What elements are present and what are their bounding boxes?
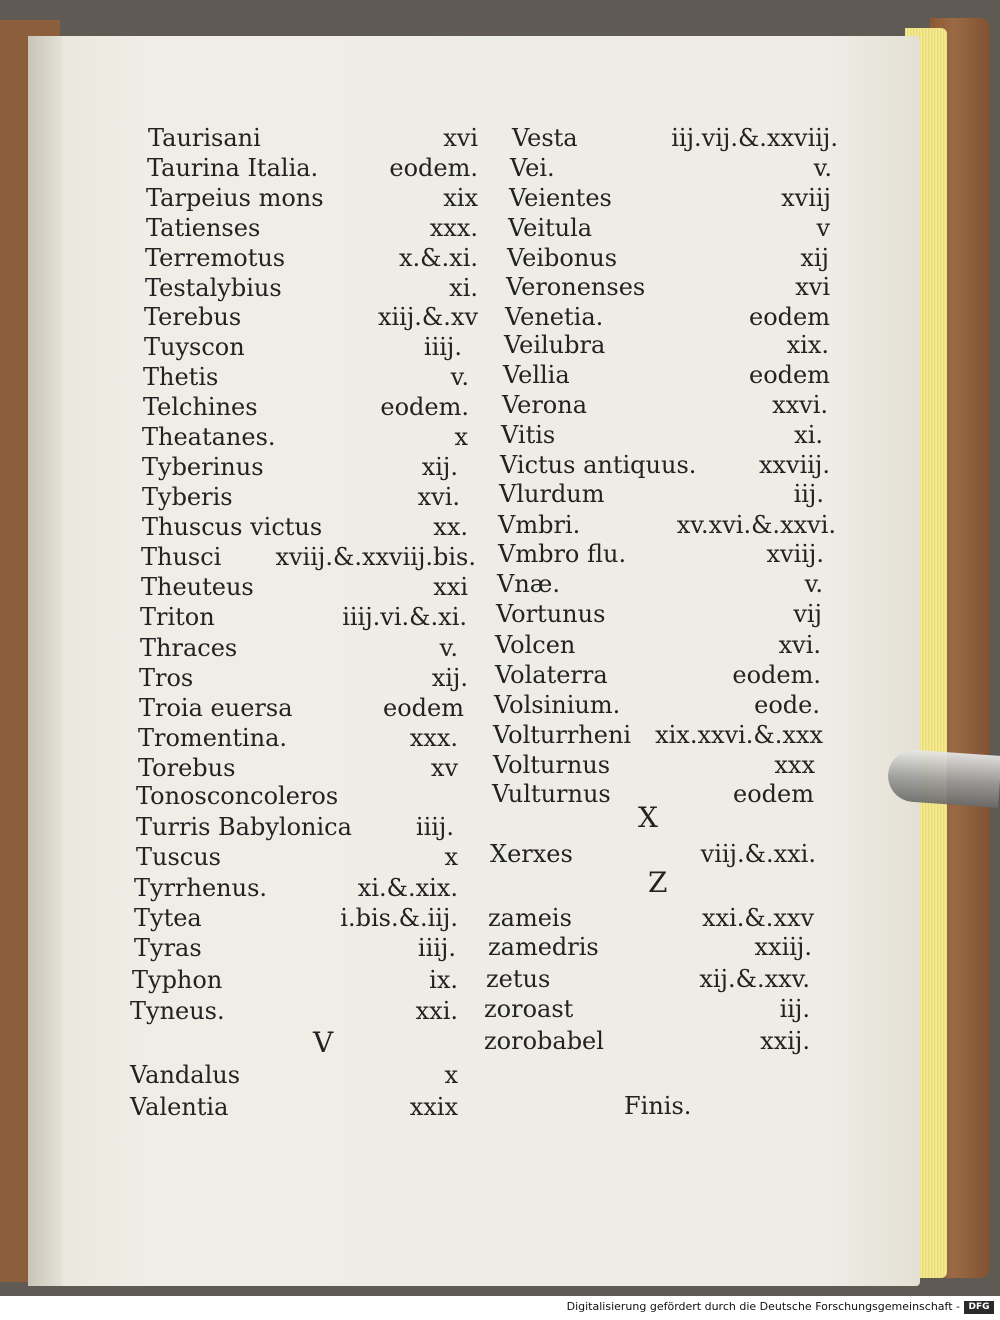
- index-entry: [134, 903, 458, 933]
- entry-reference: viij.&.xxi.: [700, 840, 816, 868]
- entry-reference: iiij.: [415, 813, 454, 841]
- entry-reference: v.: [439, 634, 458, 662]
- entry-term: Volturnus: [493, 751, 611, 779]
- entry-term: Vellia: [503, 361, 570, 389]
- index-entry: [507, 243, 829, 273]
- entry-reference: xi.: [449, 274, 478, 302]
- entry-reference: xxx.: [409, 724, 458, 752]
- entry-term: Vmbro flu.: [498, 540, 627, 568]
- entry-reference: xv.xvi.&.xxvi.: [676, 511, 836, 539]
- entry-reference: eodem: [749, 303, 830, 331]
- index-entry: [134, 873, 458, 903]
- entry-term: Volcen: [495, 631, 576, 659]
- entry-term: zamedris: [488, 933, 599, 961]
- entry-term: Vulturnus: [492, 780, 611, 808]
- index-entry: [142, 512, 468, 542]
- entry-reference: xviij.&.xxviij.bis.: [275, 543, 476, 571]
- index-entry: [502, 390, 828, 420]
- entry-reference: v.: [804, 570, 823, 598]
- entry-reference: xviij.: [766, 540, 824, 568]
- index-entry: [512, 123, 838, 153]
- entry-reference: xxx: [774, 751, 815, 779]
- index-entry: [130, 1092, 458, 1122]
- entry-reference: xxvi.: [772, 391, 828, 419]
- entry-reference: iiij.: [423, 333, 462, 361]
- entry-term: Typhon: [132, 966, 223, 994]
- entry-term: Thuscus victus: [142, 513, 323, 541]
- index-entry: [510, 153, 832, 183]
- entry-term: Vei.: [510, 154, 555, 182]
- index-entry: [144, 302, 478, 332]
- entry-reference: xv: [430, 754, 458, 782]
- entry-term: Terremotus: [145, 244, 286, 272]
- entry-term: Tromentina.: [138, 724, 288, 752]
- finis-colophon: Finis.: [624, 1092, 692, 1120]
- index-entry: [501, 420, 823, 450]
- entry-term: zorobabel: [484, 1027, 604, 1055]
- index-entry: [142, 422, 468, 452]
- index-entry: [493, 750, 815, 780]
- index-entry: [142, 482, 460, 512]
- entry-reference: xi.: [794, 421, 823, 449]
- entry-reference: xij.: [421, 453, 458, 481]
- entry-term: Veronenses: [506, 273, 646, 301]
- entry-reference: xix.: [786, 331, 829, 359]
- entry-term: Triton: [140, 603, 215, 631]
- entry-reference: xvi: [443, 124, 478, 152]
- entry-reference: eodem.: [380, 393, 469, 421]
- section-letter-x: X: [638, 801, 658, 834]
- entry-reference: eodem: [749, 361, 830, 389]
- index-entry: [142, 452, 458, 482]
- index-entry: [495, 630, 821, 660]
- entry-reference: ix.: [429, 966, 458, 994]
- entry-term: Tarpeius mons: [146, 184, 324, 212]
- index-entry: [508, 213, 830, 243]
- entry-reference: eodem.: [732, 661, 821, 689]
- entry-term: Volturrheni: [493, 721, 632, 749]
- index-entry: [484, 1026, 810, 1056]
- entry-reference: xi.&.xix.: [357, 874, 458, 902]
- entry-term: Victus antiquus.: [500, 451, 697, 479]
- entry-reference: xix: [443, 184, 478, 212]
- entry-reference: eodem.: [389, 154, 478, 182]
- entry-term: Vesta: [512, 124, 578, 152]
- index-entry: [136, 781, 456, 811]
- entry-reference: eode.: [754, 691, 820, 719]
- entry-reference: xvi: [795, 273, 830, 301]
- entry-reference: v.: [813, 154, 832, 182]
- entry-reference: xvi.: [417, 483, 460, 511]
- entry-term: Taurina Italia.: [147, 154, 319, 182]
- index-entry: [136, 842, 458, 872]
- page-clip: [886, 748, 1000, 808]
- index-entry: [503, 360, 830, 390]
- index-entry: [134, 933, 456, 963]
- entry-term: Vnæ.: [497, 570, 560, 598]
- entry-term: Valentia: [130, 1093, 229, 1121]
- index-entry: [139, 663, 468, 693]
- index-entry: [500, 450, 830, 480]
- index-entry: [130, 1060, 458, 1090]
- entry-term: Tyras: [134, 934, 202, 962]
- index-entry: [140, 602, 467, 632]
- index-entry: [498, 539, 824, 569]
- entry-term: Vandalus: [130, 1061, 241, 1089]
- entry-reference: x.&.xi.: [399, 244, 478, 272]
- entry-reference: iij.: [779, 995, 810, 1023]
- index-entry: [484, 994, 810, 1024]
- entry-reference: xx.: [433, 513, 468, 541]
- entry-term: Tyberis: [142, 483, 233, 511]
- entry-reference: xxx.: [429, 214, 478, 242]
- entry-term: zameis: [488, 904, 572, 932]
- index-entry: [499, 479, 824, 509]
- entry-term: Verona: [502, 391, 588, 419]
- index-entry: [138, 753, 458, 783]
- entry-reference: xij: [800, 244, 829, 272]
- entry-term: zoroast: [484, 995, 574, 1023]
- entry-term: Turris Babylonica: [136, 813, 352, 841]
- index-entry: [498, 510, 836, 540]
- entry-term: Tyrrhenus.: [134, 874, 268, 902]
- entry-reference: xxi: [433, 573, 468, 601]
- index-entry: [145, 273, 478, 303]
- entry-term: Tatienses: [146, 214, 261, 242]
- index-entry: [143, 392, 469, 422]
- entry-term: Tyneus.: [130, 997, 225, 1025]
- index-entry: [497, 569, 823, 599]
- entry-term: Testalybius: [145, 274, 282, 302]
- index-entry: [148, 123, 478, 153]
- entry-term: Telchines: [143, 393, 258, 421]
- entry-reference: x: [444, 843, 458, 871]
- entry-reference: xxij.: [760, 1027, 810, 1055]
- entry-term: Tuscus: [136, 843, 221, 871]
- entry-reference: xij.&.xxv.: [699, 965, 810, 993]
- entry-reference: iij.vij.&.xxviij.: [671, 124, 838, 152]
- entry-reference: xxix: [409, 1093, 458, 1121]
- index-entry: [145, 243, 478, 273]
- section-letter-v: V: [313, 1026, 334, 1059]
- entry-reference: v.: [450, 363, 469, 391]
- index-entry: [509, 183, 831, 213]
- section-letter-z: Z: [648, 866, 668, 899]
- entry-reference: xij.: [431, 664, 468, 692]
- entry-term: Veibonus: [507, 244, 618, 272]
- entry-term: Venetia.: [505, 303, 604, 331]
- index-entry: [136, 812, 454, 842]
- index-entry: [488, 903, 814, 933]
- entry-reference: v: [816, 214, 830, 242]
- index-entry: [488, 932, 812, 962]
- entry-term: Veilubra: [504, 331, 606, 359]
- entry-reference: iiij.: [417, 934, 456, 962]
- page-gutter: [28, 36, 62, 1286]
- index-entry: [141, 572, 468, 602]
- entry-term: Vmbri.: [498, 511, 581, 539]
- entry-term: Troia euersa: [139, 694, 293, 722]
- index-entry: [130, 996, 458, 1026]
- entry-term: Tuyscon: [144, 333, 245, 361]
- entry-reference: xvi.: [778, 631, 821, 659]
- entry-term: Thetis: [143, 363, 219, 391]
- index-entry: [504, 330, 829, 360]
- book-page: [28, 36, 920, 1286]
- entry-term: Vortunus: [496, 600, 606, 628]
- entry-term: Veientes: [509, 184, 612, 212]
- entry-reference: i.bis.&.iij.: [340, 904, 458, 932]
- index-entry: [490, 839, 816, 869]
- index-entry: [140, 633, 458, 663]
- entry-reference: xiij.&.xv: [377, 303, 478, 331]
- index-entry: [141, 542, 476, 572]
- entry-term: Tonosconcoleros: [136, 782, 339, 810]
- entry-reference: xxi.&.xxv: [702, 904, 814, 932]
- index-entry: [506, 272, 830, 302]
- entry-term: Thusci: [141, 543, 222, 571]
- entry-term: Vitis: [501, 421, 556, 449]
- entry-reference: xxviij.: [758, 451, 830, 479]
- entry-reference: iij.: [793, 480, 824, 508]
- index-entry: [493, 720, 823, 750]
- index-entry: [138, 723, 458, 753]
- entry-term: Xerxes: [490, 840, 573, 868]
- index-entry: [146, 213, 478, 243]
- entry-reference: vij: [793, 600, 822, 628]
- index-entry: [132, 965, 458, 995]
- entry-reference: iiij.vi.&.xi.: [342, 603, 467, 631]
- index-entry: [494, 690, 820, 720]
- footer-credit-text: Digitalisierung gefördert durch die Deutsche Forschungsgemeinschaft -: [566, 1300, 960, 1313]
- entry-term: zetus: [486, 965, 551, 993]
- entry-term: Torebus: [138, 754, 236, 782]
- entry-reference: x: [454, 423, 468, 451]
- entry-term: Theuteus: [141, 573, 254, 601]
- entry-reference: xviij: [781, 184, 831, 212]
- entry-term: Veitula: [508, 214, 593, 242]
- entry-reference: xxi.: [415, 997, 458, 1025]
- index-entry: [496, 599, 822, 629]
- index-entry: [146, 183, 478, 213]
- entry-term: Thraces: [140, 634, 238, 662]
- entry-reference: x: [444, 1061, 458, 1089]
- index-entry: [144, 332, 462, 362]
- entry-term: Volsinium.: [494, 691, 621, 719]
- entry-reference: eodem: [383, 694, 464, 722]
- entry-term: Theatanes.: [142, 423, 276, 451]
- entry-reference: xxiij.: [754, 933, 812, 961]
- index-entry: [147, 153, 478, 183]
- entry-term: Terebus: [144, 303, 242, 331]
- digitization-footer: [0, 1296, 1000, 1320]
- entry-term: Tyberinus: [142, 453, 264, 481]
- index-entry: [139, 693, 464, 723]
- index-entry: [505, 302, 830, 332]
- entry-term: Taurisani: [148, 124, 261, 152]
- index-entry: [495, 660, 821, 690]
- entry-term: Tytea: [134, 904, 202, 932]
- index-entry: [143, 362, 469, 392]
- entry-term: Vlurdum: [499, 480, 605, 508]
- entry-reference: eodem: [733, 780, 814, 808]
- entry-term: Volaterra: [495, 661, 608, 689]
- index-entry: [486, 964, 810, 994]
- entry-reference: xix.xxvi.&.xxx: [655, 721, 823, 749]
- dfg-logo: DFG: [964, 1301, 994, 1314]
- entry-term: Tros: [139, 664, 194, 692]
